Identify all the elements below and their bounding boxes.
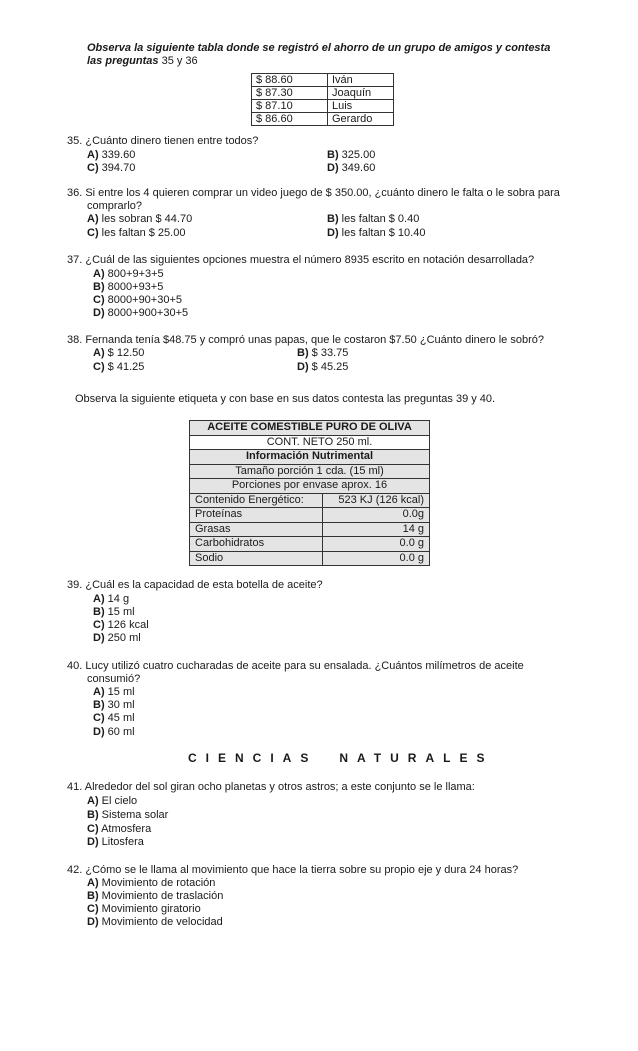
servings: Porciones por envase aprox. 16 (190, 479, 430, 494)
option-b: B) 15 ml (93, 606, 135, 618)
section-word-1: CIENCIAS (188, 751, 318, 765)
option-b: B) $ 33.75 (297, 347, 349, 359)
net-content: CONT. NETO 250 ml. (190, 435, 430, 450)
intro-label: Observa la siguiente etiqueta y con base en sus datos contesta las preguntas 39 y 40. (75, 393, 496, 405)
label-title: ACEITE COMESTIBLE PURO DE OLIVA (190, 421, 430, 436)
nutrient-value: 0.0 g (322, 551, 429, 566)
name-cell: Joaquín (328, 87, 394, 100)
amount-cell: $ 88.60 (252, 74, 328, 87)
option-b: B) les faltan $ 0.40 (327, 213, 420, 225)
table-row (252, 113, 394, 126)
option-a: A) Movimiento de rotación (87, 877, 216, 889)
question-36-line-2: comprarlo? (87, 200, 143, 212)
nutrient-name: Grasas (190, 522, 323, 537)
table-row (252, 100, 394, 113)
option-a: A) 14 g (93, 593, 130, 605)
question-35: 35. ¿Cuánto dinero tienen entre todos? (67, 135, 259, 147)
intro-bold: las preguntas (87, 55, 159, 67)
info-heading: Información Nutrimental (190, 450, 430, 465)
amount-cell: $ 86.60 (252, 113, 328, 126)
option-a: A) les sobran $ 44.70 (87, 213, 193, 225)
nutrient-name: Sodio (190, 551, 323, 566)
nutrient-value: 0.0 g (322, 537, 429, 552)
question-38: 38. Fernanda tenía $48.75 y compró unas papas, que le costaron $7.50 ¿Cuánto dinero le sobró? (67, 334, 544, 346)
option-d: D) 60 ml (93, 726, 135, 738)
nutrition-label (189, 420, 430, 566)
nutrient-name: Carbohidratos (190, 537, 323, 552)
option-a: A) 15 ml (93, 686, 135, 698)
option-c: C) Movimiento giratorio (87, 903, 201, 915)
question-39: 39. ¿Cuál es la capacidad de esta botella de aceite? (67, 579, 323, 591)
question-42: 42. ¿Cómo se le llama al movimiento que hace la tierra sobre su propio eje y dura 24 horas? (67, 864, 519, 876)
nutrient-value: 14 g (322, 522, 429, 537)
section-word-2: NATURALES (339, 751, 494, 765)
amount-cell: $ 87.30 (252, 87, 328, 100)
nutrient-value: 523 KJ (126 kcal) (322, 493, 429, 508)
option-a: A) $ 12.50 (93, 347, 145, 359)
option-b: B) 30 ml (93, 699, 135, 711)
nutrient-row (190, 493, 430, 508)
question-40-line-2: consumió? (87, 673, 141, 685)
option-d: D) $ 45.25 (297, 361, 349, 373)
section-heading (188, 752, 493, 765)
portion-size: Tamaño porción 1 cda. (15 ml) (190, 464, 430, 479)
option-c: C) 126 kcal (93, 619, 149, 631)
name-cell: Gerardo (328, 113, 394, 126)
nutrient-row (190, 551, 430, 566)
option-b: B) Movimiento de traslación (87, 890, 224, 902)
option-d: D) 8000+900+30+5 (93, 307, 189, 319)
savings-table (251, 73, 394, 126)
intro-rest: 35 y 36 (158, 55, 198, 67)
option-d: D) 349.60 (327, 162, 376, 174)
option-d: D) les faltan $ 10.40 (327, 227, 426, 239)
option-d: D) Movimiento de velocidad (87, 916, 223, 928)
name-cell: Iván (328, 74, 394, 87)
question-37: 37. ¿Cuál de las siguientes opciones muestra el número 8935 escrito en notación desarrollada? (67, 254, 535, 266)
option-d: D) Litosfera (87, 836, 144, 848)
option-b: B) 325.00 (327, 149, 376, 161)
option-d: D) 250 ml (93, 632, 141, 644)
option-b: B) 8000+93+5 (93, 281, 164, 293)
option-a: A) El cielo (87, 795, 138, 807)
nutrient-value: 0.0g (322, 508, 429, 523)
table-row (252, 74, 394, 87)
option-b: B) Sistema solar (87, 809, 169, 821)
option-c: C) les faltan $ 25.00 (87, 227, 186, 239)
question-41: 41. Alrededor del sol giran ocho planetas y otros astros; a este conjunto se le llama: (67, 781, 475, 793)
option-c: C) Atmosfera (87, 823, 152, 835)
question-36-line-1: 36. Si entre los 4 quieren comprar un video juego de $ 350.00, ¿cuánto dinero le falta o le sobra para (67, 187, 560, 199)
table-row (252, 87, 394, 100)
nutrient-name: Contenido Energético: (190, 493, 323, 508)
option-c: C) 45 ml (93, 712, 135, 724)
option-c: C) $ 41.25 (93, 361, 145, 373)
intro-line-1: Observa la siguiente tabla donde se registró el ahorro de un grupo de amigos y contesta (87, 42, 551, 54)
nutrient-row (190, 537, 430, 552)
label-title-row (190, 421, 430, 436)
nutrient-row (190, 508, 430, 523)
option-a: A) 339.60 (87, 149, 136, 161)
name-cell: Luis (328, 100, 394, 113)
option-a: A) 800+9+3+5 (93, 268, 164, 280)
nutrient-row (190, 522, 430, 537)
option-c: C) 8000+90+30+5 (93, 294, 183, 306)
nutrient-name: Proteínas (190, 508, 323, 523)
option-c: C) 394.70 (87, 162, 136, 174)
question-40-line-1: 40. Lucy utilizó cuatro cucharadas de aceite para su ensalada. ¿Cuántos milímetros de aceite (67, 660, 524, 672)
amount-cell: $ 87.10 (252, 100, 328, 113)
intro-line-2 (87, 55, 198, 68)
